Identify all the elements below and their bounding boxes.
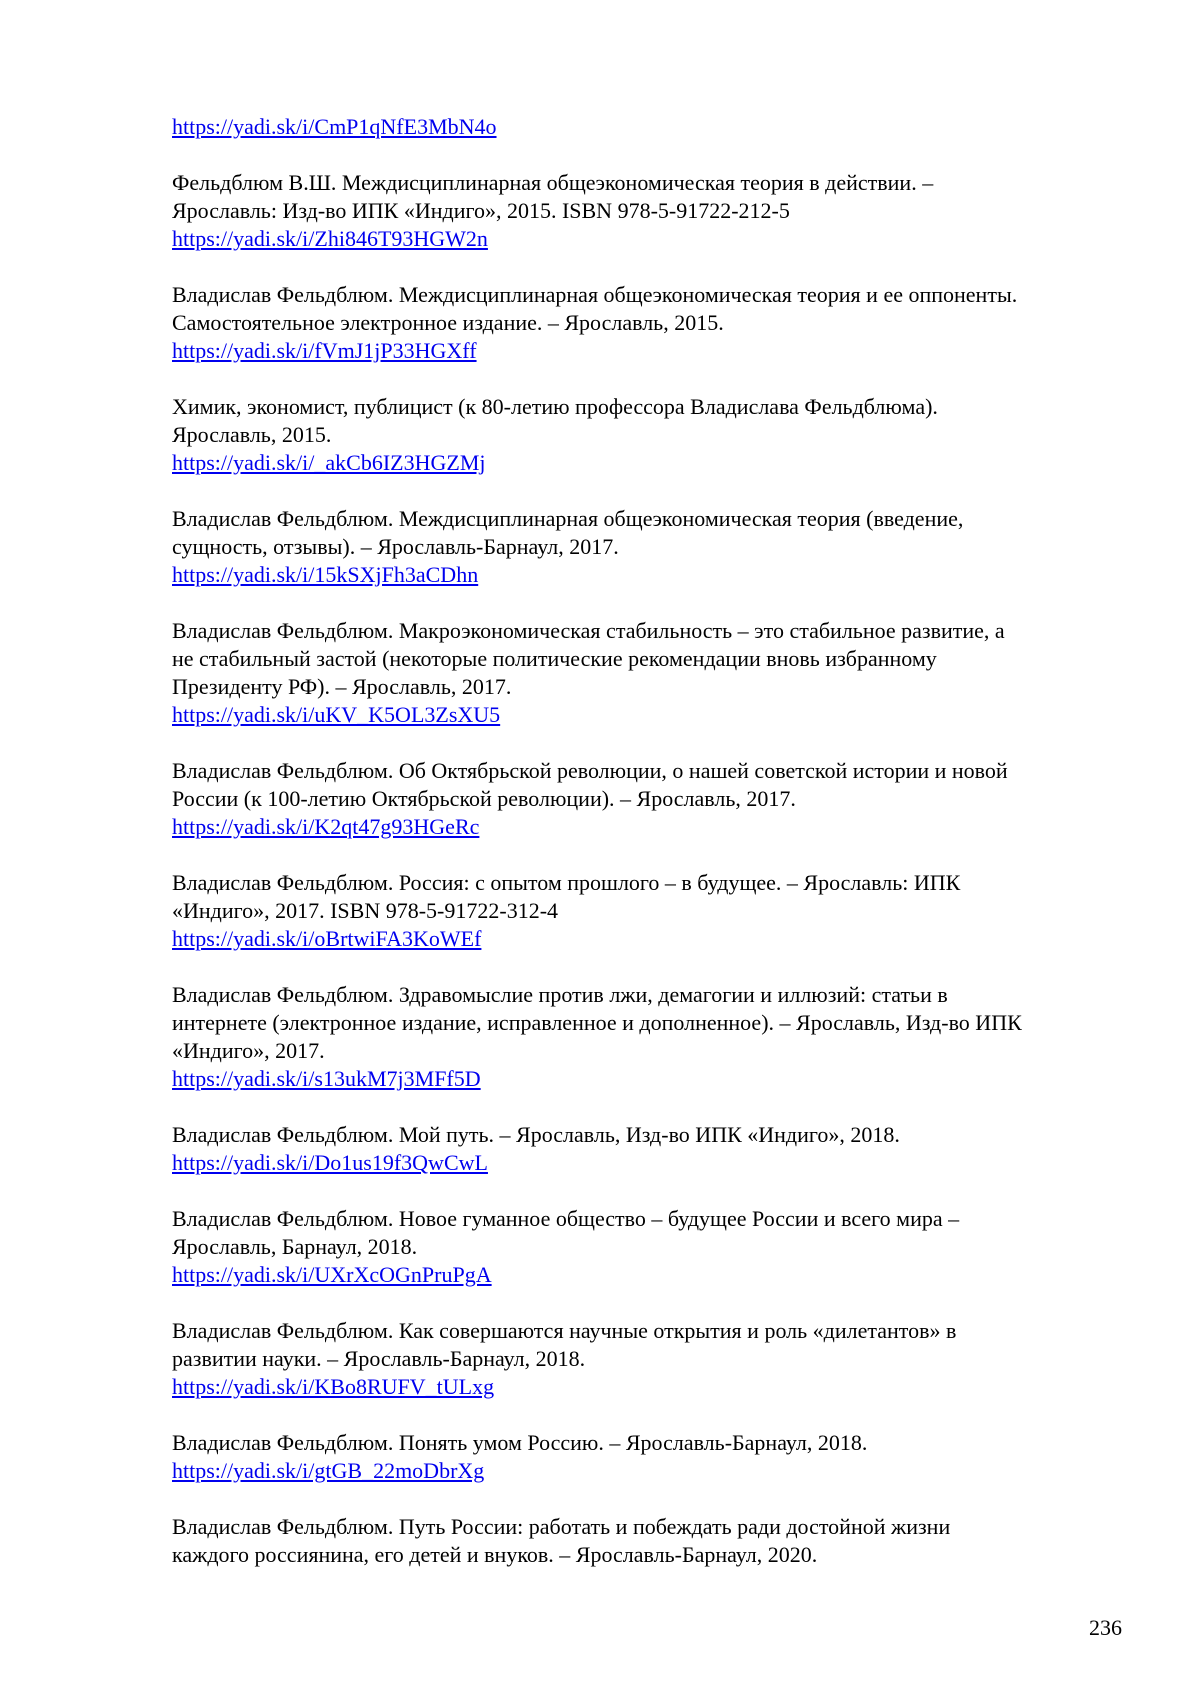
entry-text-line: Президенту РФ). – Ярославль, 2017. bbox=[172, 674, 512, 699]
entry-text-line: Владислав Фельдблюм. Междисциплинарная общеэкономическая теория и ее оппоненты. bbox=[172, 282, 1018, 307]
entry-text-line: Владислав Фельдблюм. Междисциплинарная общеэкономическая теория (введение, bbox=[172, 506, 964, 531]
entry-text-line: Ярославль, Барнаул, 2018. bbox=[172, 1234, 418, 1259]
bibliography-entry bbox=[172, 617, 1132, 729]
entry-text-line: «Индиго», 2017. ISBN 978-5-91722-312-4 bbox=[172, 898, 559, 923]
entry-text-line: интернете (электронное издание, исправленное и дополненное). – Ярославль, Изд-во ИПК bbox=[172, 1010, 1022, 1035]
entry-text-line: Владислав Фельдблюм. Как совершаются научные открытия и роль «дилетантов» в bbox=[172, 1318, 957, 1343]
entry-text-line: Владислав Фельдблюм. Россия: с опытом прошлого – в будущее. – Ярославль: ИПК bbox=[172, 870, 961, 895]
entry-text-line: сущность, отзывы). – Ярославль-Барнаул, 2017. bbox=[172, 534, 619, 559]
entry-text-line: «Индиго», 2017. bbox=[172, 1038, 325, 1063]
entry-text-line: Ярославль, 2015. bbox=[172, 422, 332, 447]
entry-text-line: не стабильный застой (некоторые политические рекомендации вновь избранному bbox=[172, 646, 937, 671]
entry-text-line: Фельдблюм В.Ш. Междисциплинарная общеэкономическая теория в действии. – bbox=[172, 170, 934, 195]
entry-link[interactable]: https://yadi.sk/i/15kSXjFh3aCDhn bbox=[172, 562, 479, 587]
entry-text-line: Владислав Фельдблюм. Понять умом Россию. – Ярославль-Барнаул, 2018. bbox=[172, 1430, 868, 1455]
bibliography-entry bbox=[172, 1317, 1132, 1401]
entry-link[interactable]: https://yadi.sk/i/s13ukM7j3MFf5D bbox=[172, 1066, 481, 1091]
entry-text-line: России (к 100-летию Октябрьской революции). – Ярославль, 2017. bbox=[172, 786, 796, 811]
entry-text-line: Ярославль: Изд-во ИПК «Индиго», 2015. ISBN 978-5-91722-212-5 bbox=[172, 198, 790, 223]
entry-link[interactable]: https://yadi.sk/i/fVmJ1jP33HGXff bbox=[172, 338, 477, 363]
entry-link[interactable]: https://yadi.sk/i/Do1us19f3QwCwL bbox=[172, 1150, 488, 1175]
bibliography-entry bbox=[172, 281, 1132, 365]
entry-text-line: Химик, экономист, публицист (к 80-летию профессора Владислава Фельдблюма). bbox=[172, 394, 938, 419]
bibliography-entry bbox=[172, 505, 1132, 589]
entry-text-line: Владислав Фельдблюм. Мой путь. – Ярославль, Изд-во ИПК «Индиго», 2018. bbox=[172, 1122, 900, 1147]
bibliography-entry bbox=[172, 1429, 1132, 1485]
bibliography-entry bbox=[172, 169, 1132, 253]
entry-text-line: развитии науки. – Ярославль-Барнаул, 2018. bbox=[172, 1346, 586, 1371]
entry-text-line: Владислав Фельдблюм. Об Октябрьской революции, о нашей советской истории и новой bbox=[172, 758, 1008, 783]
bibliography-entry bbox=[172, 393, 1132, 477]
entry-text-line: Владислав Фельдблюм. Здравомыслие против лжи, демагогии и иллюзий: статьи в bbox=[172, 982, 948, 1007]
entry-link[interactable]: https://yadi.sk/i/UXrXcOGnPruPgA bbox=[172, 1262, 492, 1287]
entry-link[interactable]: https://yadi.sk/i/KBo8RUFV_tULxg bbox=[172, 1374, 495, 1399]
bibliography-entry-top-link bbox=[172, 113, 1132, 141]
bibliography-entry bbox=[172, 757, 1132, 841]
entry-link[interactable]: https://yadi.sk/i/Zhi846T93HGW2n bbox=[172, 226, 488, 251]
bibliography-entry bbox=[172, 1121, 1132, 1177]
entry-text-line: Владислав Фельдблюм. Новое гуманное общество – будущее России и всего мира – bbox=[172, 1206, 960, 1231]
bibliography-entry bbox=[172, 1513, 1132, 1569]
bibliography-entry bbox=[172, 869, 1132, 953]
entry-text-line: Самостоятельное электронное издание. – Ярославль, 2015. bbox=[172, 310, 724, 335]
entry-text-line: каждого россиянина, его детей и внуков. – Ярославль-Барнаул, 2020. bbox=[172, 1542, 818, 1567]
entry-link[interactable]: https://yadi.sk/i/_akCb6IZ3HGZMj bbox=[172, 450, 486, 475]
entry-text-line: Владислав Фельдблюм. Макроэкономическая стабильность – это стабильное развитие, а bbox=[172, 618, 1005, 643]
bibliography-entry bbox=[172, 981, 1132, 1093]
entry-link[interactable]: https://yadi.sk/i/gtGB_22moDbrXg bbox=[172, 1458, 485, 1483]
entries-container bbox=[172, 169, 1132, 1569]
entry-link[interactable]: https://yadi.sk/i/uKV_K5OL3ZsXU5 bbox=[172, 702, 501, 727]
entry-text-line: Владислав Фельдблюм. Путь России: работать и побеждать ради достойной жизни bbox=[172, 1514, 951, 1539]
entry-link[interactable]: https://yadi.sk/i/K2qt47g93HGeRc bbox=[172, 814, 480, 839]
page-number: 236 bbox=[1089, 1615, 1122, 1640]
bibliography-list bbox=[172, 113, 1132, 1597]
bibliography-entry bbox=[172, 1205, 1132, 1289]
entry-link[interactable]: https://yadi.sk/i/oBrtwiFA3KoWEf bbox=[172, 926, 482, 951]
entry-link[interactable]: https://yadi.sk/i/CmP1qNfE3MbN4o bbox=[172, 114, 497, 139]
